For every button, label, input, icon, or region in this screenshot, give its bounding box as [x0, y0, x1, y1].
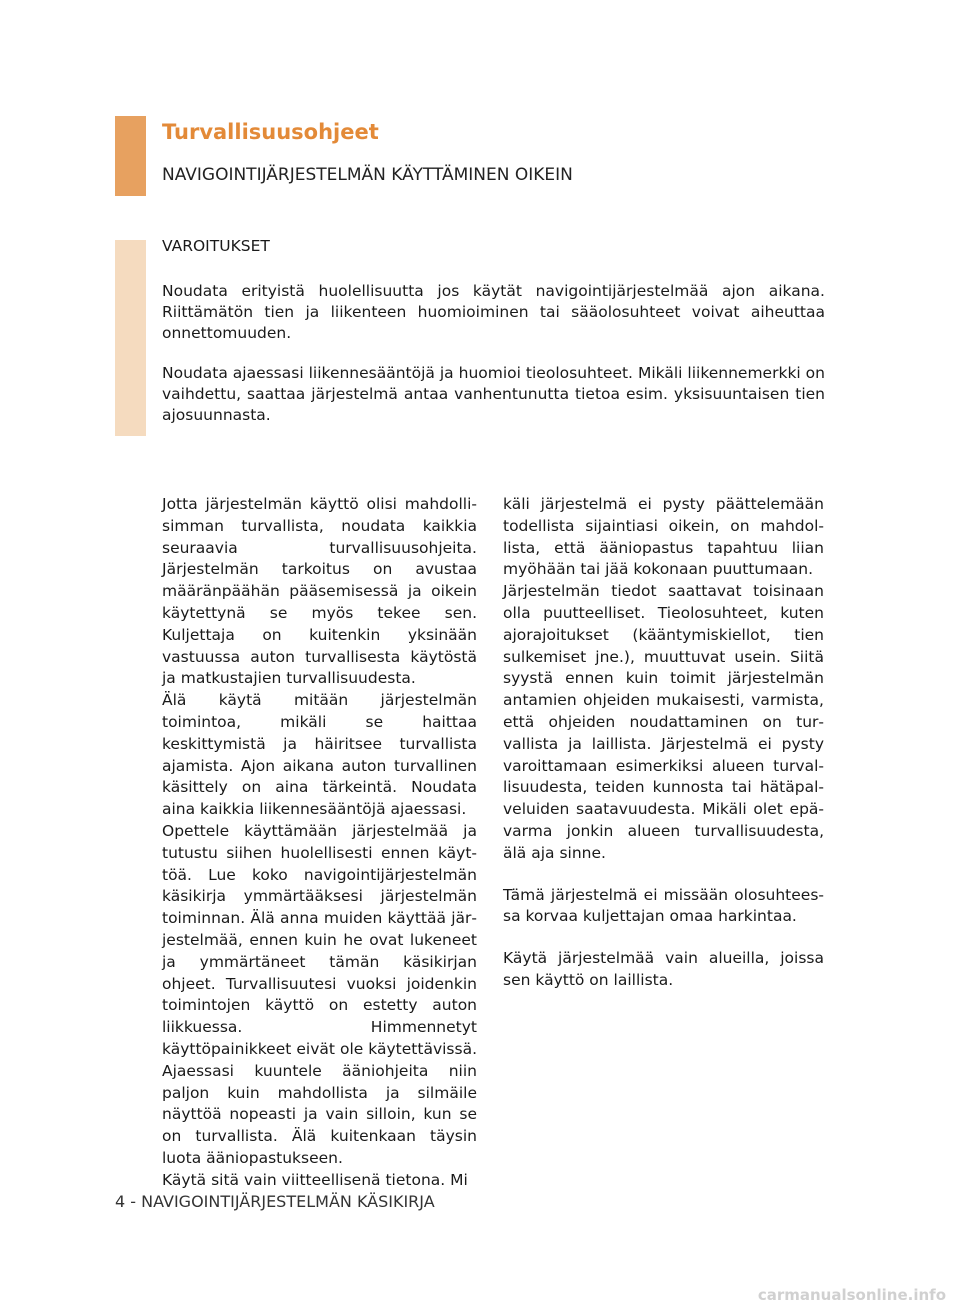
body-paragraph: Järjestelmän tiedot saattavat toisinaan olla puutteelliset. Tieolosuhteet, kuten ajorajoitukset (kääntymiskiellot, tien sulkemiset jne.), muuttuvat usein. Siitä syystä ennen kuin toimit järjestelmän antamien ohjeiden mukaisesti, varmista, että ohjeiden noudattaminen on turvallista ja laillista. Järjestelmä ei pysty varoittamaan esimerkiksi alueen turvallisuudesta, teiden kunnosta tai hätäpalveluiden saatavuudesta. Mikäli olet epävarma jonkin alueen turvallisuudesta, älä aja sinne.	[503, 582, 824, 862]
body-paragraph: Käytä sitä vain viitteellisenä tietona. Mi	[162, 1170, 468, 1189]
warning-paragraph: Noudata ajaessasi liikennesääntöjä ja huomioi tieolosuhteet. Mikäli liikennemerkki on vaihdettu, saattaa järjestelmä antaa vanhentunutta tietoa esim. yksisuuntaisen tien ajosuunnasta.	[162, 364, 825, 424]
section-subtitle: NAVIGOINTIJÄRJESTELMÄN KÄYTTÄMINEN OIKEIN	[162, 165, 573, 185]
header-accent-bar	[115, 116, 146, 196]
warning-paragraph: Noudata erityistä huolellisuutta jos käytät navigointijärjestelmää ajon aikana. Riittämätön tien ja liikenteen huomioiminen tai sääolosuhteet voivat aiheuttaa onnettomuuden.	[162, 282, 825, 342]
body-paragraph: Jotta järjestelmän käyttö olisi mahdollisimman turvallista, noudata kaikkia seuraavia turvallisuusohjeita. Järjestelmän tarkoitus on avustaa määränpäähän pääsemisessä ja oikein käytettynä se myös tekee sen. Kuljettaja on kuitenkin yksinään vastuussa auton turvallisesta käytöstä ja matkustajien turvallisuudesta.	[162, 495, 477, 688]
body-paragraph: käli järjestelmä ei pysty päättelemään todellista sijaintiasi oikein, on mahdollista, että ääniopastus tapahtuu liian myöhään tai jää kokonaan puuttumaan.	[503, 495, 824, 579]
body-paragraph: Käytä järjestelmää vain alueilla, joissa sen käyttö on laillista.	[503, 949, 824, 989]
watermark: carmanualsonline.info	[757, 1286, 946, 1304]
warning-heading: VAROITUKSET	[162, 237, 270, 255]
warning-box	[162, 236, 825, 426]
body-column-left	[162, 494, 477, 1192]
body-paragraph: Tämä järjestelmä ei missään olosuhteessa korvaa kuljettajan omaa harkintaa.	[503, 885, 824, 926]
body-paragraph: Älä käytä mitään järjestelmän toimintoa, mikäli se haittaa keskittymistä ja häiritsee turvallista ajamista. Ajon aikana auton turvallinen käsittely on aina tärkeintä. Noudata aina kaikkia liikennesääntöjä ajaessasi.	[162, 691, 477, 819]
body-paragraph: Opettele käyttämään järjestelmää ja tutustu siihen huolellisesti ennen käyttöä. Lue koko navigointijärjestelmän käsikirja ymmärtääksesi järjestelmän toiminnan. Älä anna muiden käyttää järjestelmää, ennen kuin he ovat lukeneet ja ymmärtäneet tämän käsikirjan ohjeet. Turvallisuutesi vuoksi joidenkin toimintojen käyttö on estetty auton liikkuessa. Himmennetyt käyttöpainikkeet eivät ole käytettävissä. Ajaessasi kuuntele ääniohjeita niin paljon kuin mahdollista ja silmäile näyttöä nopeasti ja vain silloin, kun se on turvallista. Älä kuitenkaan täysin luota ääniopastukseen.	[162, 821, 477, 1167]
section-title: Turvallisuusohjeet	[162, 120, 379, 144]
warning-accent-bar	[115, 240, 146, 436]
page-footer: 4 - NAVIGOINTIJÄRJESTELMÄN KÄSIKIRJA	[115, 1192, 435, 1211]
body-column-right	[503, 494, 824, 992]
